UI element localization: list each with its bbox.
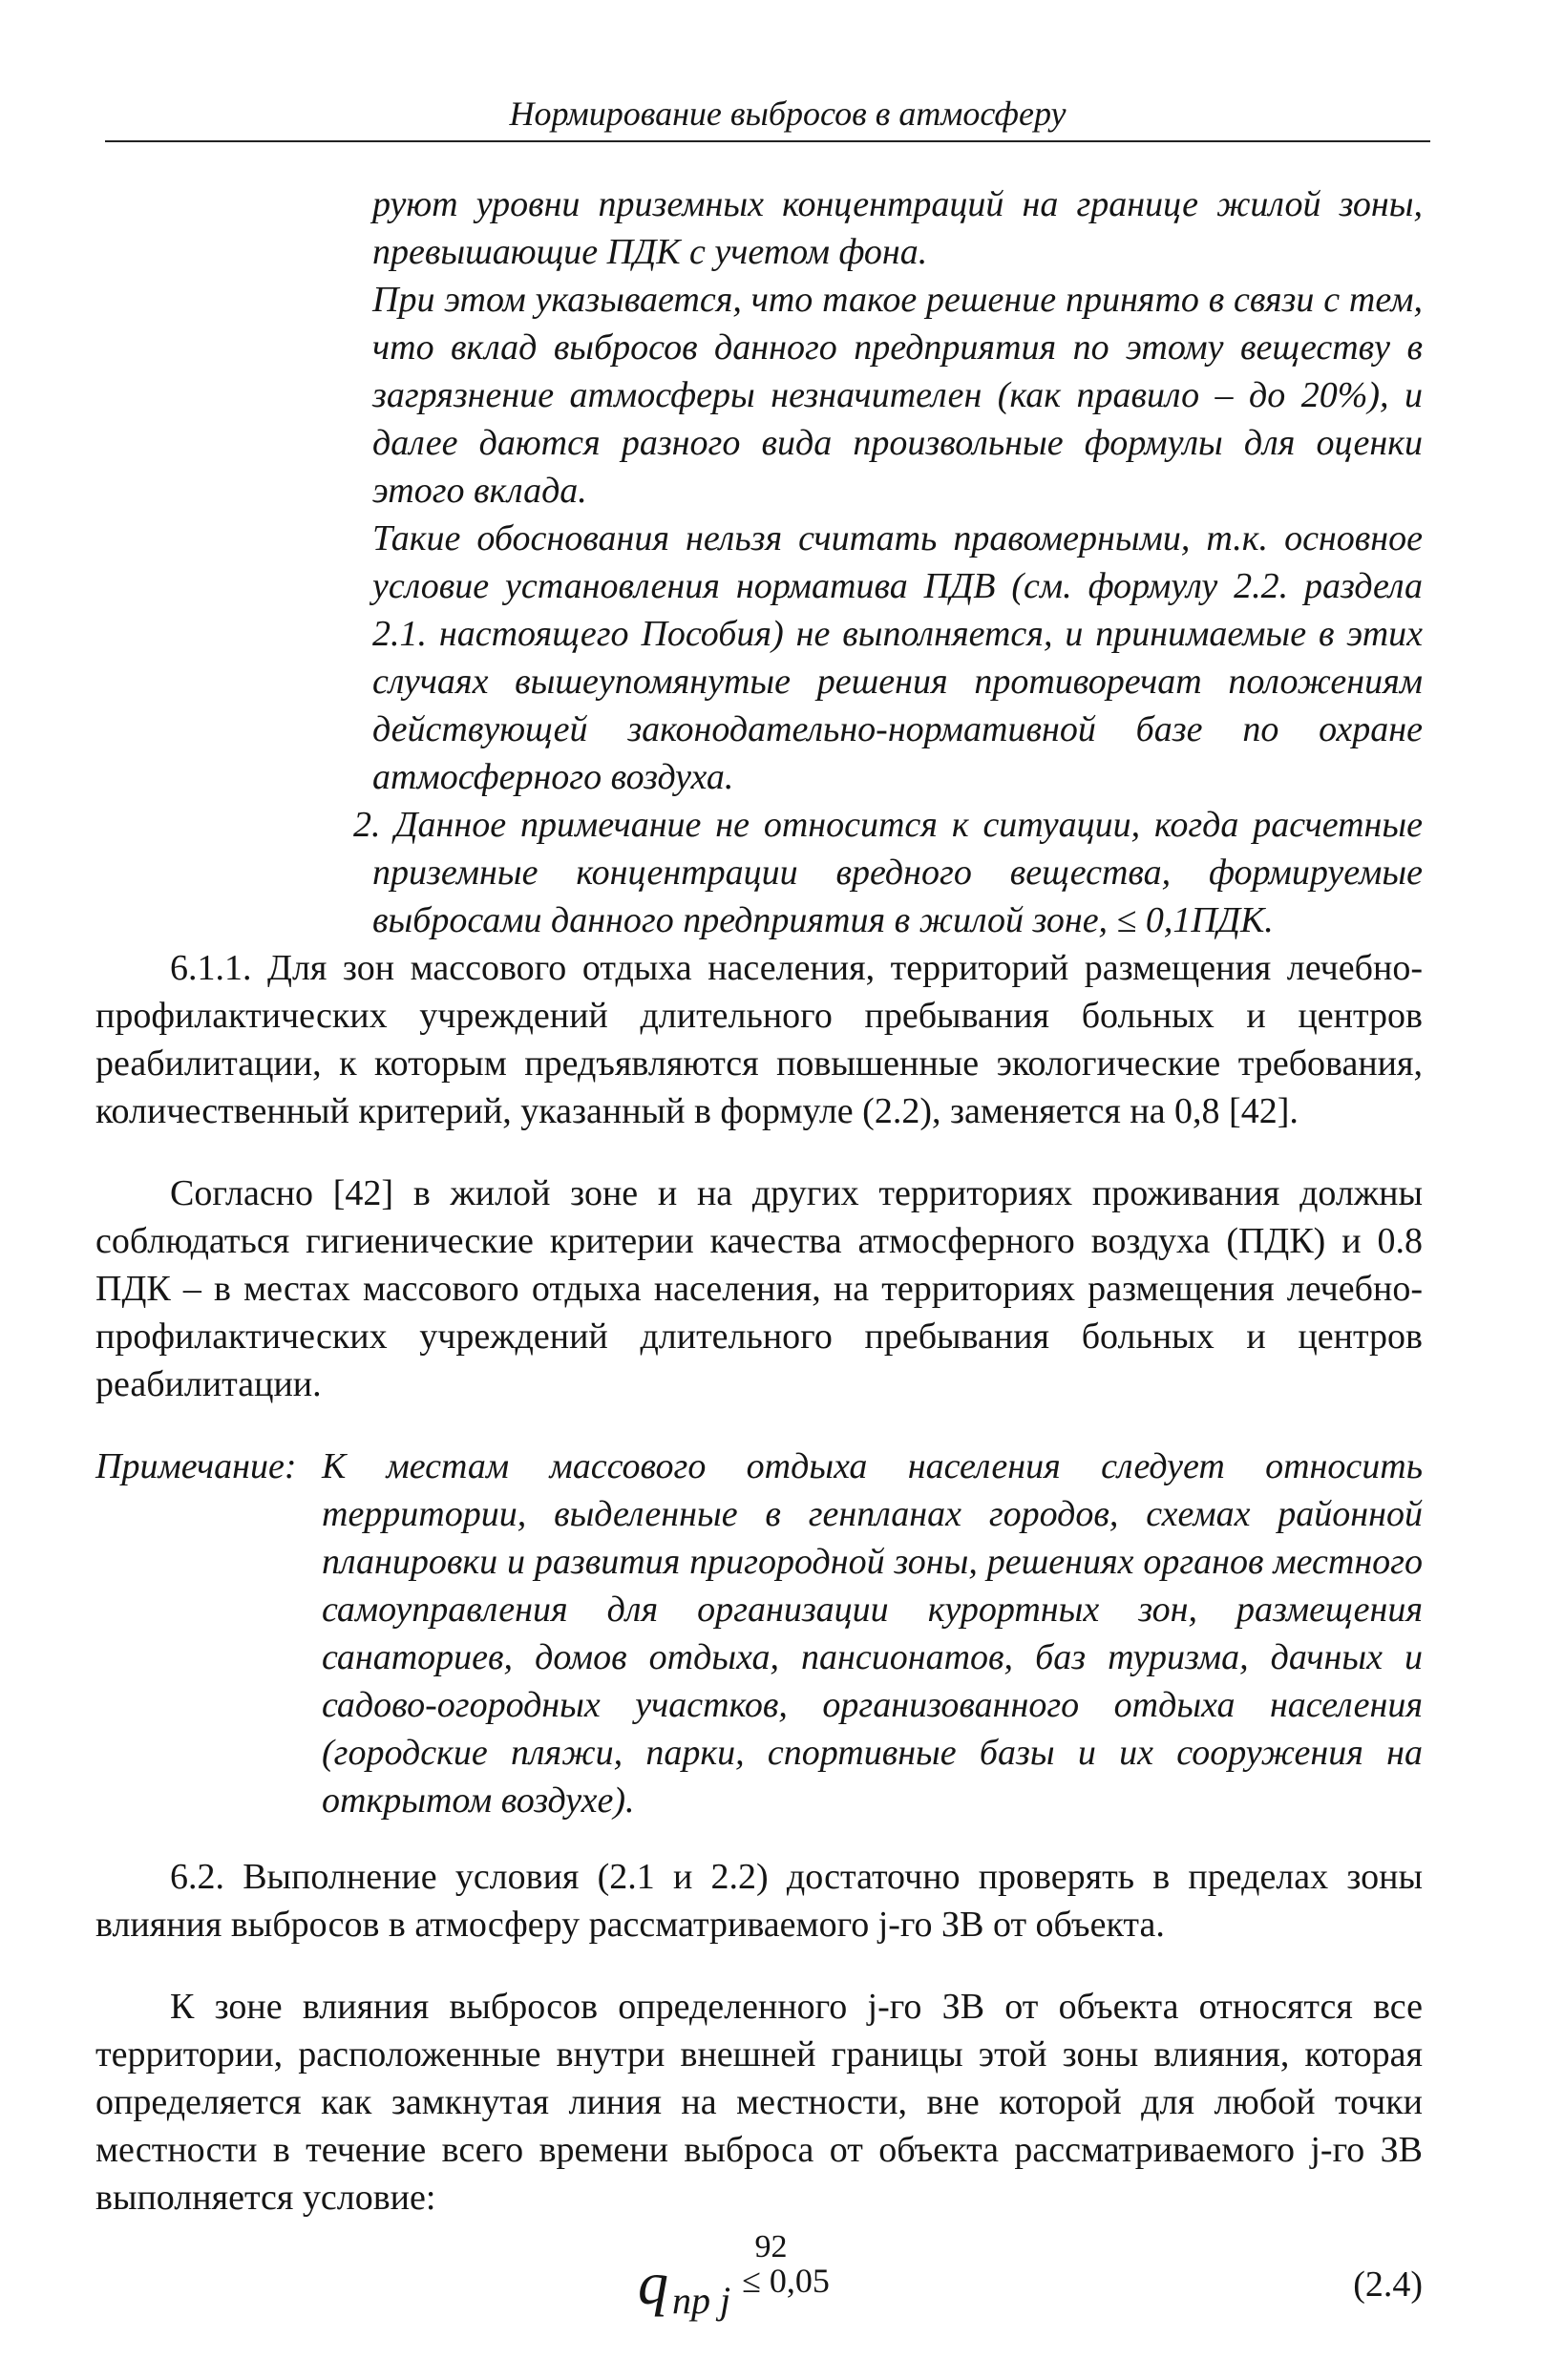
body-text-2 — [95, 1853, 1423, 2222]
remark-text: К местам массового отдыха населения следует относить территории, выделенные в генпланах городов, схемах районной планировки и развития пригородной зоны, решениях органов местного самоуправления для организации курортных зон, размещения санаториев, домов отдыха, пансионатов, баз туризма, дачных и садово-огородных участков, организованного отдыха населения (городские пляжи, парки, спортивные базы и их сооружения на открытом воздухе). — [322, 1446, 1423, 1821]
remark-label: Примечание: — [95, 1446, 297, 1486]
formula-relation: ≤ 0,05 — [742, 2262, 830, 2300]
body-text — [95, 944, 1423, 1408]
note-paragraph-3: Такие обоснования нельзя считать правомерными, т.к. основное условие установления норматива ПДВ (см. формулу 2.2. раздела 2.1. настоящего Пособия) не выполняется, и принимаемые в этих случаях вышеупомянутые решения противоречат положениям действующей законодательно-нормативной базе по охране атмосферного воздуха. — [372, 518, 1423, 797]
note-paragraph-1: руют уровни приземных концентраций на границе жилой зоны, превышающие ПДК с учетом фона. — [372, 184, 1423, 272]
header-rule — [105, 140, 1430, 142]
note-number: 2. — [353, 805, 381, 845]
note-paragraph-2: При этом указывается, что такое решение принято в связи с тем, что вклад выбросов данного предприятия по этому веществу в загрязнение атмосферы незначителен (как правило – до 20%), и далее даются разного вида произвольные формулы для оценки этого вклада. — [372, 280, 1423, 511]
formula-symbol: q — [638, 2249, 668, 2317]
paragraph-6-1-1: 6.1.1. Для зон массового отдыха населения, территорий размещения лечебно-профилактических учреждений длительного пребывания больных и центров реабилитации, к которым предъявляются повышенные экологические требования, количественный критерий, указанный в формуле (2.2), заменяется на 0,8 [42]. — [95, 948, 1423, 1131]
running-title: Нормирование выбросов в атмосферу — [509, 95, 1067, 133]
equation-number: (2.4) — [1353, 2264, 1423, 2305]
remark-block — [95, 1443, 1423, 1824]
notes-block — [353, 180, 1423, 944]
page-number: 92 — [754, 2229, 788, 2264]
page-content — [95, 91, 1423, 2328]
paragraph-6-2: 6.2. Выполнение условия (2.1 и 2.2) достаточно проверять в пределах зоны влияния выбросов в атмосферу рассматриваемого j-го ЗВ от объекта. — [95, 1857, 1423, 1945]
note-paragraph-4 — [353, 801, 1423, 944]
paragraph-zona: К зоне влияния выбросов определенного j-го ЗВ от объекта относятся все территории, расположенные внутри внешней границы этой зоны влияния, которая определяется как замкнутая линия на местности, вне которой для любой точки местности в течение всего времени выброса от объекта рассматриваемого j-го ЗВ выполняется условие: — [95, 1987, 1423, 2218]
note-text: Данное примечание не относится к ситуации, когда расчетные приземные концентрации вредного вещества, формируемые выбросами данного предприятия в жилой зоне, ≤ 0,1ПДК. — [372, 805, 1423, 940]
formula-subscript: пр j — [672, 2279, 731, 2322]
paragraph-soglasno: Согласно [42] в жилой зоне и на других территориях проживания должны соблюдаться гигиенические критерии качества атмосферного воздуха (ПДК) и 0.8 ПДК – в местах массового отдыха населения, на территориях размещения лечебно-профилактических учреждений длительного пребывания больных и центров реабилитации. — [95, 1173, 1423, 1404]
